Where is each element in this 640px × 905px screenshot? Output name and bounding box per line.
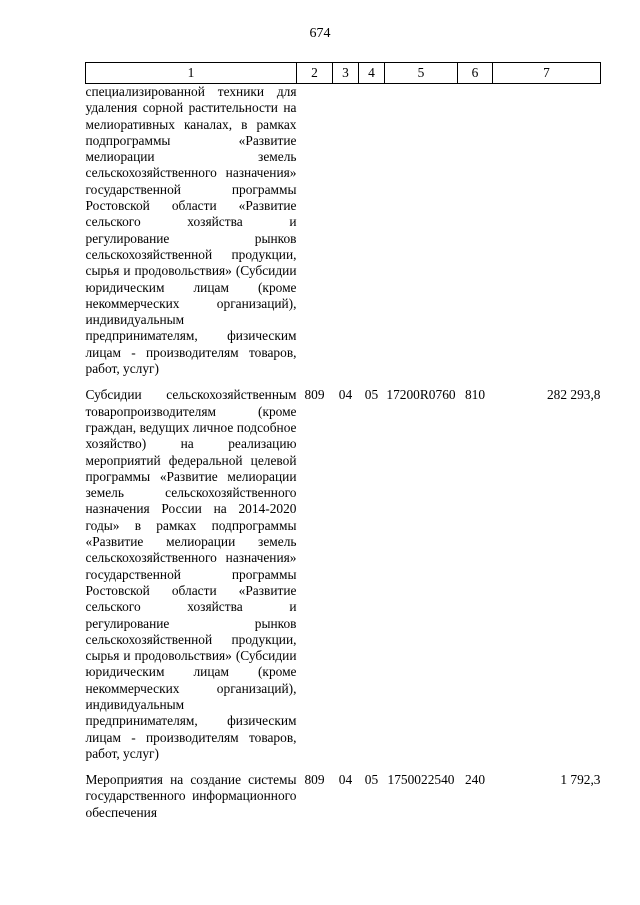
row-ministry-code: 809 [304,772,325,788]
row-subsection-code: 05 [364,387,379,403]
header-col-6: 6 [458,63,493,84]
budget-table [85,62,601,821]
page-number: 674 [309,26,331,41]
row-description: Субсидии сельскохозяйственным товаропроизводителям (кроме граждан, ведущих личное подсобное хозяйство) на реализацию мероприятий федеральной целевой программы «Развитие мелиорации земель сельскохозяйственного назначения России на 2014-2020 годы» в рамках подпрограммы «Развитие мелиорации земель сельскохозяйственного назначения» государственной программы Ростовской области «Развитие сельского хозяйства и регулирование рынков сельскохозяйственной продукции, сырья и продовольствия» (Субсидии юридическим лицам (кроме некоммерческих организаций), индивидуальным предпринимателям, физическим лицам - производителям товаров, работ, услуг) [85,387,297,761]
row-amount [493,84,601,378]
row-section-code: 04 [338,387,353,403]
row-target-code [385,84,458,378]
row-description: Мероприятия на создание системы государственного информационного обеспечения [85,772,297,820]
row-description: специализированной техники для удаления сорной растительности на мелиоративных каналах, в рамках подпрограммы «Развитие мелиорации земель сельскохозяйственного назначения» государственной программы Ростовской области «Развитие сельского хозяйства и регулирование рынков сельскохозяйственной продукции, сырья и продовольствия» (Субсидии юридическим лицам (кроме некоммерческих организаций), индивидуальным предпринимателям, физическим лицам - производителям товаров, работ, услуг) [85,84,297,377]
header-col-1: 1 [86,63,297,84]
table-row [86,387,601,762]
row-expense-type: 810 [464,387,486,403]
row-amount: 1 792,3 [560,772,601,788]
row-amount: 282 293,8 [546,387,601,403]
header-col-7: 7 [493,63,601,84]
row-ministry-code: 809 [304,387,325,403]
row-section-code: 04 [338,772,353,788]
header-col-4: 4 [359,63,385,84]
row-subsection-code: 05 [364,772,379,788]
row-ministry-code [297,84,333,378]
table-row [86,84,601,378]
row-expense-type: 240 [464,772,486,788]
row-expense-type [458,84,493,378]
table-row [86,772,601,821]
header-col-2: 2 [297,63,333,84]
header-col-3: 3 [333,63,359,84]
row-subsection-code [359,84,385,378]
row-target-code: 1750022540 [387,772,455,788]
row-section-code [333,84,359,378]
row-spacer [86,762,601,772]
header-col-5: 5 [385,63,458,84]
table-header-row [86,63,601,84]
row-target-code: 17200R0760 [386,387,456,403]
row-spacer [86,377,601,387]
